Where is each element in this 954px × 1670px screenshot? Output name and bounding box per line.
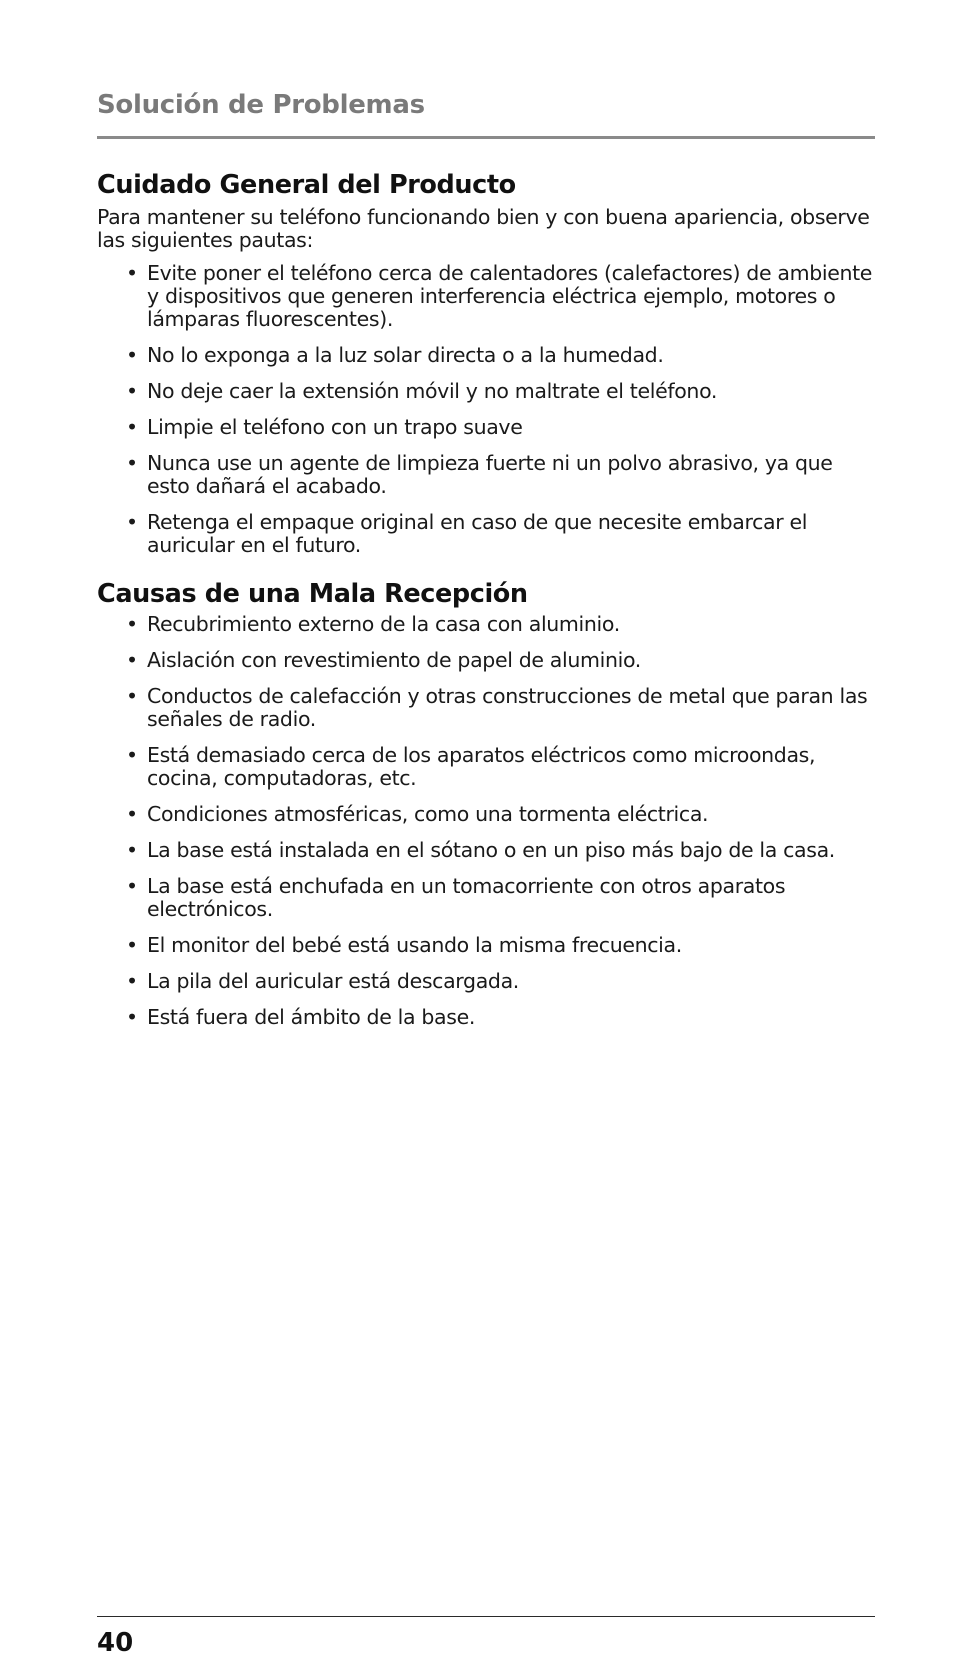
section-heading-poor-reception: Causas de una Mala Recepción	[97, 579, 528, 609]
footer-rule	[97, 1616, 875, 1617]
list-item: • Retenga el empaque original en caso de que necesite embarcar el auricular en el futuro.	[147, 511, 875, 557]
list-item: • Evite poner el teléfono cerca de calentadores (calefactores) de ambiente y dispositivos que generen interferencia eléctrica ejemplo, motores o lámparas fluorescentes).	[147, 262, 875, 331]
list-item: • Aislación con revestimiento de papel de aluminio.	[147, 649, 875, 672]
product-care-list	[97, 262, 875, 557]
page-content	[97, 168, 875, 1042]
section-intro-product-care: Para mantener su teléfono funcionando bien y con buena apariencia, observe las siguientes pautas:	[97, 205, 870, 252]
list-item: • Limpie el teléfono con un trapo suave	[147, 416, 875, 439]
manual-page	[97, 0, 875, 1670]
list-item: • La base está instalada en el sótano o en un piso más bajo de la casa.	[147, 839, 875, 862]
list-item: • El monitor del bebé está usando la misma frecuencia.	[147, 934, 875, 957]
list-item: • Conductos de calefacción y otras construcciones de metal que paran las señales de radio.	[147, 685, 875, 731]
running-header-title: Solución de Problemas	[97, 90, 425, 120]
list-item: • Está fuera del ámbito de la base.	[147, 1006, 875, 1029]
list-item: • No lo exponga a la luz solar directa o a la humedad.	[147, 344, 875, 367]
list-item: • Condiciones atmosféricas, como una tormenta eléctrica.	[147, 803, 875, 826]
header-rule	[97, 136, 875, 139]
poor-reception-list	[97, 613, 875, 1029]
list-item: • Nunca use un agente de limpieza fuerte ni un polvo abrasivo, ya que esto dañará el acabado.	[147, 452, 875, 498]
list-item: • La pila del auricular está descargada.	[147, 970, 875, 993]
list-item: • La base está enchufada en un tomacorriente con otros aparatos electrónicos.	[147, 875, 875, 921]
list-item: • Está demasiado cerca de los aparatos eléctricos como microondas, cocina, computadoras, etc.	[147, 744, 875, 790]
section-heading-product-care: Cuidado General del Producto	[97, 170, 516, 200]
list-item: • No deje caer la extensión móvil y no maltrate el teléfono.	[147, 380, 875, 403]
list-item: • Recubrimiento externo de la casa con aluminio.	[147, 613, 875, 636]
page-number: 40	[97, 1628, 134, 1658]
